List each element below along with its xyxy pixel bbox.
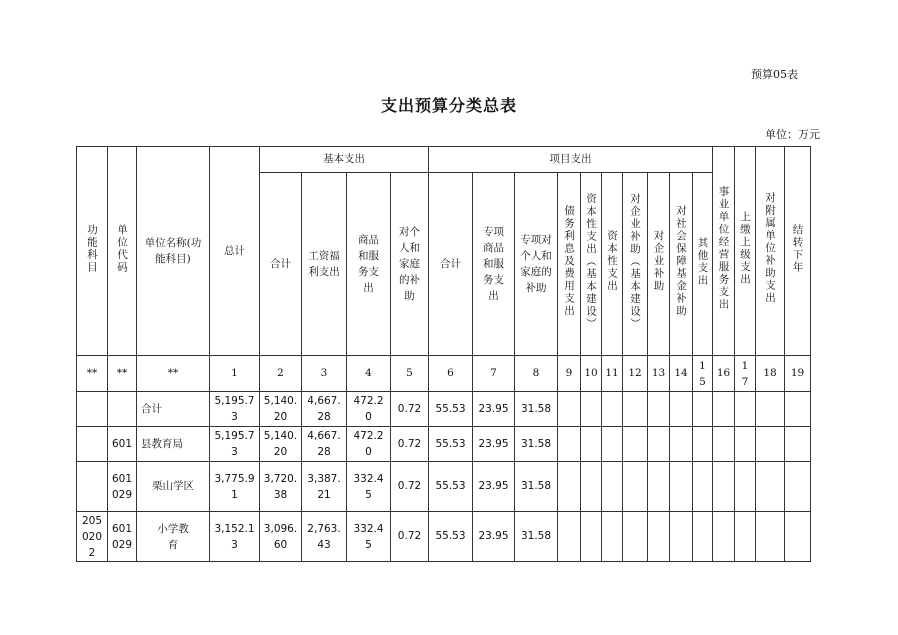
cell-name: 合计 [137,392,210,427]
header-total: 总计 [210,147,260,356]
index-cell: 1 [210,356,260,392]
cell-project-sum: 55.53 [429,427,473,462]
unit-label: 单位：万元 [765,128,820,141]
cell-basic-sum: 5,140.20 [263,430,298,458]
cell-wage: 4,667.28 [307,430,341,458]
cell-code [108,392,137,427]
cell-wage: 3,387.21 [307,472,341,501]
cell-wage: 2,763.43 [307,522,341,551]
page-title: 支出预算分类总表 [380,96,517,115]
index-cell: 14 [670,356,693,392]
header-basic: 基本支出 [260,147,429,173]
index-cell: 2 [260,356,302,392]
index-cell: 13 [648,356,670,392]
index-cell: 19 [785,356,811,392]
cell-code: 601029 [111,522,133,551]
cell-special-personal: 31.58 [515,427,558,462]
index-cell: 12 [623,356,648,392]
index-cell: ** [77,356,108,392]
table-row [77,392,811,427]
cell-name: 县教育局 [137,427,210,462]
header-social: 对社会保障基金补助 [670,173,693,356]
index-cell: 3 [302,356,347,392]
cell-goods: 472.20 [353,430,384,458]
cell-basic-sum: 3,096.60 [263,522,298,551]
header-business: 事业单位经营服务支出 [713,147,735,356]
index-cell: 11 [602,356,623,392]
cell-basic-sum: 5,140.20 [263,395,298,423]
cell-func [77,427,108,462]
cell-goods: 332.45 [353,522,384,551]
header-enterprise: 对企业补助 [648,173,670,356]
header-enterprise-build: 对企业补助（基本建设） [623,173,648,356]
cell-name: 小学教育 [157,522,189,551]
index-cell: 16 [713,356,735,392]
cell-total: 3,152.13 [214,522,255,551]
header-capital-build: 资本性支出（基本建设） [581,173,602,356]
cell-personal: 0.72 [391,427,429,462]
header-personal: 对个人和家庭的补助 [391,173,429,356]
cell-func: 2050202 [81,514,103,559]
header-other: 其他支出 [693,173,713,356]
cell-special-personal: 31.58 [515,512,558,562]
header-carry: 结转下年 [785,147,811,356]
header-special-personal: 专项对个人和家庭的补助 [515,173,558,356]
cell-wage: 4,667.28 [307,395,341,423]
header-superior: 上缴上级支出 [735,147,756,356]
cell-special-goods: 23.95 [473,462,515,512]
cell-total: 3,775.91 [214,472,255,501]
index-cell: 5 [391,356,429,392]
cell-special-goods: 23.95 [473,392,515,427]
header-affiliated: 对附属单位补助支出 [756,147,785,356]
cell-personal: 0.72 [391,462,429,512]
cell-special-personal: 31.58 [515,462,558,512]
header-capital: 资本性支出 [602,173,623,356]
header-basic-sum: 合计 [260,173,302,356]
cell-personal: 0.72 [391,512,429,562]
table-row [77,427,811,462]
index-cell: 10 [581,356,602,392]
header-unit-code: 单位代码 [108,147,137,356]
budget-table [76,146,811,562]
cell-special-goods: 23.95 [473,512,515,562]
header-goods: 商品和服务支出 [347,173,391,356]
cell-special-goods: 23.95 [473,427,515,462]
cell-name: 栗山学区 [137,462,210,512]
table-row [77,512,811,562]
index-cell: 4 [347,356,391,392]
header-special-goods: 专项商品和服务支出 [473,173,515,356]
cell-code: 601 [108,427,137,462]
index-row [77,356,811,392]
cell-total: 5,195.73 [214,395,255,423]
cell-project-sum: 55.53 [429,512,473,562]
cell-goods: 472.20 [353,395,384,423]
table-row [77,462,811,512]
cell-func [77,392,108,427]
cell-personal: 0.72 [391,392,429,427]
cell-project-sum: 55.53 [429,462,473,512]
header-project: 项目支出 [429,147,713,173]
cell-goods: 332.45 [353,472,384,501]
index-cell: 7 [473,356,515,392]
index-cell: 18 [756,356,785,392]
header-project-sum: 合计 [429,173,473,356]
index-cell: 15 [693,356,713,392]
header-debt: 债务利息及费用支出 [558,173,581,356]
cell-basic-sum: 3,720.38 [263,472,298,501]
index-cell: 17 [735,356,756,392]
cell-project-sum: 55.53 [429,392,473,427]
cell-special-personal: 31.58 [515,392,558,427]
cell-code: 601029 [111,472,133,501]
cell-func [77,462,108,512]
index-cell: ** [137,356,210,392]
index-cell: ** [108,356,137,392]
header-wage: 工资福利支出 [302,173,347,356]
index-cell: 9 [558,356,581,392]
header-func-subject: 功能科目 [77,147,108,356]
header-unit-name: 单位名称(功能科目) [137,147,210,356]
cell-total: 5,195.73 [214,430,255,458]
index-cell: 6 [429,356,473,392]
index-cell: 8 [515,356,558,392]
form-number: 预算05表 [751,68,798,81]
